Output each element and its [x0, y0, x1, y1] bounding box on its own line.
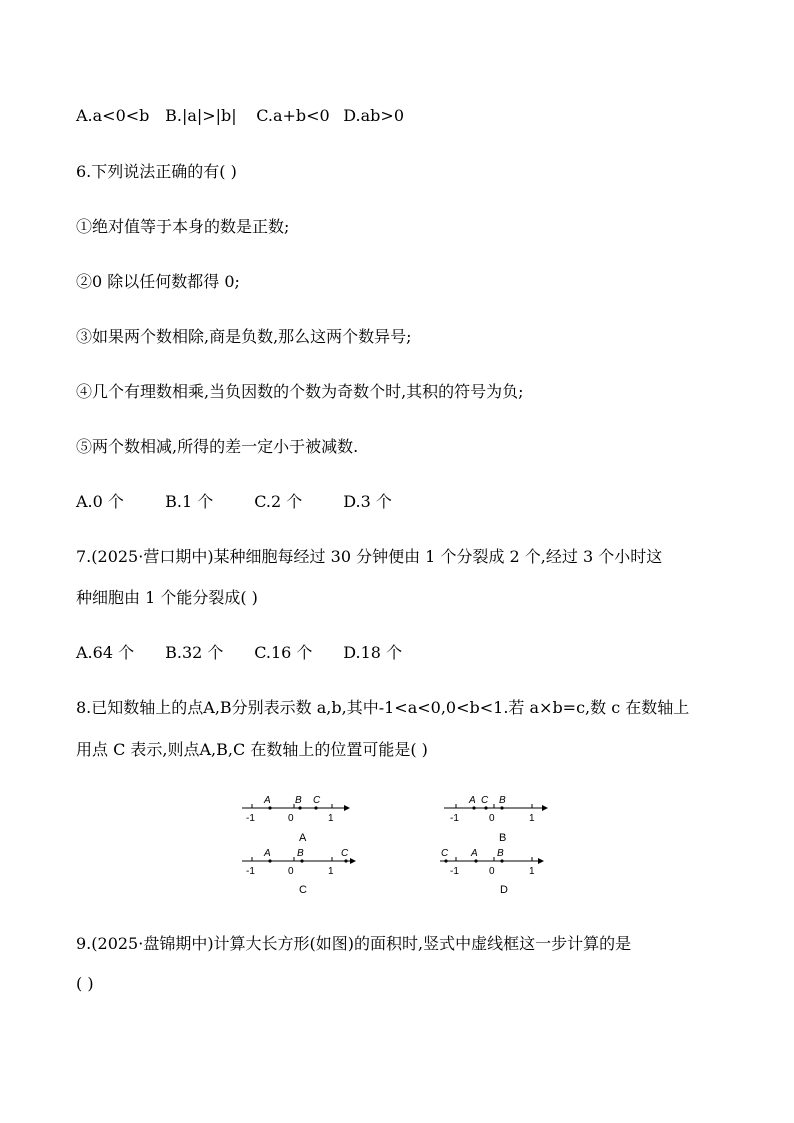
point-label: C: [341, 848, 349, 859]
q7-options: [76, 643, 402, 663]
point-label: A: [264, 848, 271, 859]
tick-label: -1: [246, 813, 255, 824]
q6-options: [76, 492, 392, 512]
tick-label: 0: [288, 813, 294, 824]
q5-option-c: C.a+b<0: [256, 106, 330, 125]
q6-statement-3: ③如果两个数相除,商是负数,那么这两个数异号;: [76, 327, 412, 346]
q5-options: [76, 106, 404, 126]
q6-option-c: C.2 个: [254, 492, 303, 511]
q6-stem: 6.下列说法正确的有( ): [76, 162, 237, 181]
q7-line-2: 种细胞由 1 个能分裂成( ): [76, 588, 258, 607]
tick-label: -1: [246, 866, 255, 877]
q6-statement-1: ①绝对值等于本身的数是正数;: [76, 217, 290, 236]
numberline-figure-c: [236, 840, 360, 898]
q6-option-b: B.1 个: [165, 492, 214, 511]
q8-line-1: 8.已知数轴上的点A,B分别表示数 a,b,其中-1<a<0,0<b<1.若 a×b=c,数 c 在数轴上: [76, 698, 690, 717]
point-label: C: [313, 795, 321, 806]
numberline-figure-d: [436, 840, 560, 898]
q7-line-1: 7.(2025·营口期中)某种细胞每经过 30 分钟便由 1 个分裂成 2 个,经过 3 个小时这: [76, 547, 663, 566]
figure-caption: A: [299, 832, 307, 844]
point-label: A: [469, 795, 476, 806]
q9-line-1: 9.(2025·盘锦期中)计算大长方形(如图)的面积时,竖式中虚线框这一步计算的是: [76, 934, 632, 953]
figure-caption: C: [299, 884, 307, 896]
q7-option-b: B.32 个: [165, 643, 224, 662]
q7-option-a: A.64 个: [76, 643, 135, 662]
q6-statement-2: ②0 除以任何数都得 0;: [76, 272, 240, 291]
q6-option-d: D.3 个: [343, 492, 392, 511]
q5-option-a: A.a<0<b: [76, 106, 150, 125]
tick-label: 0: [489, 866, 495, 877]
q9-line-2: ( ): [76, 974, 94, 993]
tick-label: 1: [529, 866, 535, 877]
tick-label: -1: [450, 813, 459, 824]
point-label: C: [441, 848, 449, 859]
figure-caption: B: [499, 832, 507, 844]
tick-label: 0: [288, 866, 294, 877]
q5-option-d: D.ab>0: [343, 106, 404, 125]
point-label: B: [499, 795, 506, 806]
tick-label: 1: [328, 813, 334, 824]
q6-option-a: A.0 个: [76, 492, 124, 511]
point-label: B: [297, 848, 304, 859]
q7-option-c: C.16 个: [254, 643, 313, 662]
point-label: C: [481, 795, 489, 806]
q6-statement-5: ⑤两个数相减,所得的差一定小于被减数.: [76, 437, 359, 456]
point-label: B: [295, 795, 302, 806]
q7-option-d: D.18 个: [343, 643, 403, 662]
q5-option-b: B.|a|>|b|: [165, 106, 237, 125]
tick-label: -1: [450, 866, 459, 877]
figure-caption: D: [500, 884, 508, 896]
point-label: A: [471, 848, 478, 859]
tick-label: 1: [529, 813, 535, 824]
point-label: B: [497, 848, 504, 859]
q8-line-2: 用点 C 表示,则点A,B,C 在数轴上的位置可能是( ): [76, 740, 428, 759]
tick-label: 0: [489, 813, 495, 824]
q6-statement-4: ④几个有理数相乘,当负因数的个数为奇数个时,其积的符号为负;: [76, 382, 524, 401]
point-label: A: [264, 795, 271, 806]
tick-label: 1: [328, 866, 334, 877]
